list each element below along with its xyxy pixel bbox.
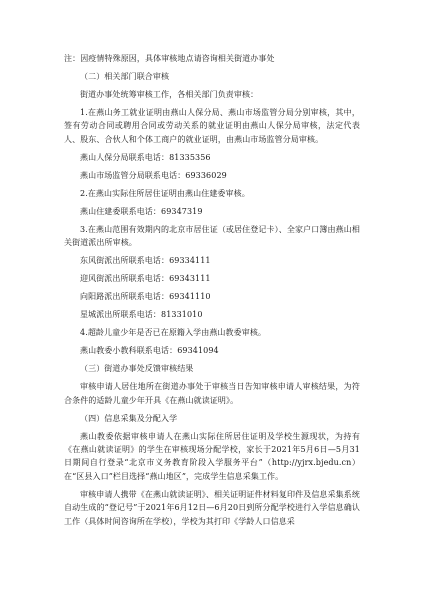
paragraph-h3: （三）街道办事处反馈审核结果: [80, 364, 194, 374]
paragraph-c8: 燕山教委小教科联系电话：69341094: [80, 346, 219, 356]
paragraph-c6: 向阳路派出所联系电话：69341110: [80, 292, 211, 302]
paragraph-c2: 燕山市场监管分局联系电话：69336029: [80, 170, 227, 180]
paragraph-c7: 星城派出所联系电话：81331010: [80, 310, 203, 320]
paragraph-h4: （四）信息采集及分配入学: [80, 413, 178, 423]
paragraph-h2: （二）相关部门联合审核: [80, 72, 170, 81]
paragraph-p6: 审核申请人居住地所在街道办事处于审核当日告知审核申请人审核结果，为符合条件的适龄儿童少年开具《在燕山就读证明》。: [64, 382, 360, 405]
paragraph-note: 注：因疫情特殊原因，具体审核地点请咨询相关街道办事处: [64, 54, 275, 63]
paragraph-p1: 街道办事处统筹审核工作，各相关部门负责审核：: [80, 90, 259, 99]
paragraph-p2: 1.在燕山务工就业证明由燕山人保分局、燕山市场监管分局分别审核，其中，签有劳动合同或聘用合同或劳动关系的就业证明由燕山人保分局审核，法定代表人、股东、合伙人和个体工商户的就业证明，由燕山市场监管分局审核。: [64, 108, 360, 144]
paragraph-p5: 4.超龄儿童少年是否已在原籍入学由燕山教委审核。: [80, 328, 267, 338]
paragraph-c5: 迎风街派出所联系电话：69343111: [80, 274, 211, 284]
paragraph-p8: 审核申请人携带《在燕山就读证明》、相关证明证件材料复印件及信息采集系统自动生成的“登记号”于2021年6月12日—6月20日到所分配学校进行入学信息确认工作（具体时间咨询所在学校），学校为其打印《学龄人口信息采: [64, 489, 360, 526]
paragraph-p4: 3.在燕山范围有效期内的北京市居住证（或居住登记卡）、全家户口簿由燕山相关街道派出所审核。: [64, 224, 360, 248]
paragraph-p3: 2.在燕山实际住所居住证明由燕山住建委审核。: [80, 188, 250, 198]
paragraph-c4: 东风街派出所联系电话：69334111: [80, 256, 211, 266]
paragraph-c3: 燕山住建委联系电话：69347319: [80, 206, 203, 216]
document-body: [64, 52, 360, 533]
paragraph-c1: 燕山人保分局联系电话：81335356: [80, 152, 211, 162]
paragraph-p7: 燕山教委依据审核申请人在燕山实际住所居住证明及学校生源现状，为持有《在燕山就读证明》的学生在审核现场分配学校，家长于2021年5月6日—5月31日期间自行登录“北京市义务教育阶段入学服务平台”（http://yjrx.bjedu.cn）在“区县入口”栏目选择“燕山地区”，完成学生信息采集工作。: [64, 431, 360, 481]
